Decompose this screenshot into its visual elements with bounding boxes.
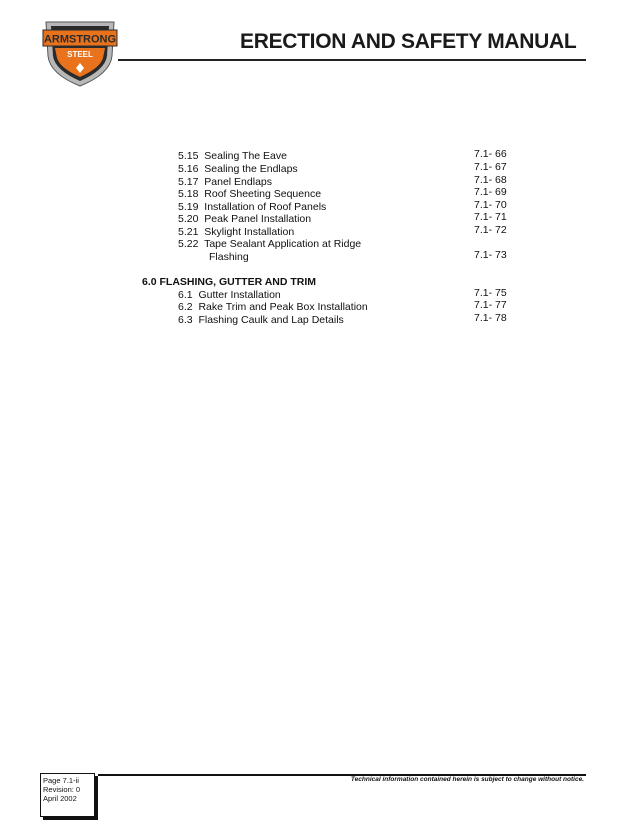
toc-entry[interactable] [178,213,311,225]
footer-notice: Technical information contained herein is subject to change without notice. [350,776,584,783]
toc-entry-number: 5.22 [178,238,199,250]
toc-entry[interactable] [178,289,281,301]
toc-entry-number: 5.19 [178,201,199,213]
toc-page-ref: 7.1- 68 [474,174,507,186]
toc-page-ref: 7.1- 77 [474,299,507,311]
toc-page-ref: 7.1- 70 [474,199,507,211]
toc-entry-label: Sealing the Endlaps [204,163,298,175]
toc-entry[interactable] [178,238,361,250]
toc-entry-number: 5.20 [178,213,199,225]
page-info-box [40,773,95,817]
header-divider [118,59,586,61]
toc-entry-label: Rake Trim and Peak Box Installation [198,301,368,313]
toc-entry[interactable] [178,176,272,188]
toc-page-ref: 7.1- 73 [474,249,507,261]
toc-entry-label: Peak Panel Installation [204,213,312,225]
toc-entry-label: Gutter Installation [198,289,281,301]
toc-entry-label: Installation of Roof Panels [204,201,327,213]
toc-entry[interactable] [178,188,321,200]
toc-entry[interactable] [178,150,287,162]
toc-entry[interactable] [178,201,326,213]
toc-entry-number: 5.15 [178,150,199,162]
toc-entry-label: Panel Endlaps [204,176,272,188]
toc-entry-number: 5.16 [178,163,199,175]
section-heading[interactable]: 6.0 FLASHING, GUTTER AND TRIM [142,276,317,288]
toc-entry-number: 5.18 [178,188,199,200]
toc-entry-label: Flashing Caulk and Lap Details [198,314,344,326]
toc-page-ref: 7.1- 71 [474,211,507,223]
toc-entry-label: Roof Sheeting Sequence [204,188,322,200]
toc-page-ref: 7.1- 72 [474,224,507,236]
toc-page-ref: 7.1- 78 [474,312,507,324]
toc-page-ref: 7.1- 75 [474,287,507,299]
toc-page-ref: 7.1- 69 [474,186,507,198]
toc-entry-label: Skylight Installation [204,226,295,238]
revision-date: April 2002 [43,794,77,803]
armstrong-steel-logo [40,18,120,88]
toc-entry[interactable] [178,163,298,175]
toc-entry-number: 5.21 [178,226,199,238]
toc-entry-number: 5.17 [178,176,199,188]
revision-label: Revision: 0 [43,785,81,794]
toc-entry[interactable] [178,314,344,326]
toc-entry-number: 6.2 [178,301,193,313]
page-number: Page 7.1-ii [43,776,79,785]
toc-page-ref: 7.1- 66 [474,148,507,160]
toc-entry-label-continued: Flashing [209,251,249,263]
logo-text-bottom: STEEL [67,50,93,59]
toc-entry-number: 6.1 [178,289,193,301]
toc-entry[interactable] [178,226,294,238]
toc-entry-label: Sealing The Eave [204,150,287,162]
toc-entry[interactable] [178,301,368,313]
toc-page-ref: 7.1- 67 [474,161,507,173]
toc-entry-label: Tape Sealant Application at Ridge [204,238,362,250]
toc-entry-number: 6.3 [178,314,193,326]
logo-text-top: ARMSTRONG [43,33,117,46]
page-title: ERECTION AND SAFETY MANUAL [240,30,577,53]
